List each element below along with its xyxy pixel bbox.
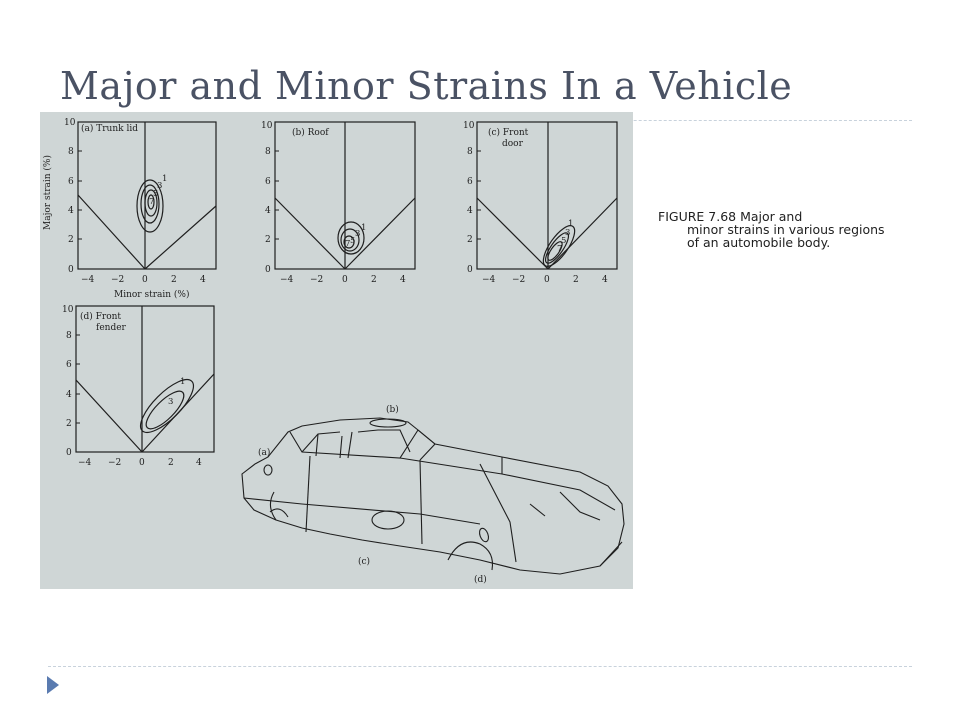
y-tick-label: 8 <box>66 331 72 341</box>
x-tick-label: −2 <box>512 275 526 285</box>
x-tick-label: −4 <box>78 458 92 468</box>
y-tick-label: 0 <box>467 265 473 275</box>
panel-a-label: (a) Trunk lid <box>81 124 138 134</box>
y-tick-label: 8 <box>467 147 473 157</box>
y-tick-label: 0 <box>265 265 271 275</box>
contour-label: 5 <box>350 236 356 246</box>
y-tick-label: 4 <box>66 390 72 400</box>
y-tick-label: 6 <box>68 177 74 187</box>
x-tick-label: −4 <box>280 275 294 285</box>
y-tick-label: 6 <box>467 177 473 187</box>
contour-label: 1 <box>568 219 574 229</box>
car-label-c: (c) <box>358 557 371 567</box>
x-axis-label: Minor strain (%) <box>114 290 190 300</box>
x-tick-label: 0 <box>342 275 348 285</box>
y-axis-label: Major strain (%) <box>43 155 53 230</box>
triangle-bullet-icon <box>47 676 59 694</box>
y-tick-label: 10 <box>261 121 273 131</box>
panel-c-label: (c) Front <box>488 128 529 138</box>
contour-label: 3 <box>157 181 163 191</box>
y-tick-label: 6 <box>66 360 72 370</box>
contour-label: 3 <box>565 228 571 238</box>
y-tick-label: 4 <box>467 206 473 216</box>
y-tick-label: 0 <box>68 265 74 275</box>
y-tick-label: 10 <box>62 305 74 315</box>
car-label-a: (a) <box>258 448 271 458</box>
y-tick-label: 8 <box>68 147 74 157</box>
y-tick-label: 10 <box>64 118 76 128</box>
x-tick-label: −2 <box>111 275 125 285</box>
y-tick-label: 8 <box>265 147 271 157</box>
x-tick-label: −2 <box>310 275 324 285</box>
x-tick-label: 2 <box>371 275 377 285</box>
contour-label: 7 <box>345 239 351 249</box>
footer-divider <box>48 666 912 667</box>
x-tick-label: 0 <box>139 458 145 468</box>
caption-rest: minor strains in various regions of an automobile body. <box>687 222 885 250</box>
contour-label: 3 <box>355 229 361 239</box>
x-tick-label: 4 <box>200 275 206 285</box>
x-tick-label: 0 <box>142 275 148 285</box>
panel-d-label-line2: fender <box>96 323 126 333</box>
contour-label: 1 <box>162 174 168 184</box>
panel-a-frame <box>78 122 216 269</box>
x-tick-label: 4 <box>602 275 608 285</box>
y-tick-label: 2 <box>66 419 72 429</box>
contour-label: 3 <box>168 397 174 407</box>
contour-label: 1 <box>361 223 367 233</box>
y-tick-label: 2 <box>265 235 271 245</box>
x-tick-label: −4 <box>482 275 496 285</box>
contour-label: 7 <box>149 197 155 207</box>
contour-label: 5 <box>561 236 567 246</box>
panel-b-label: (b) Roof <box>292 128 329 138</box>
x-tick-label: 2 <box>168 458 174 468</box>
car-label-b: (b) <box>386 405 399 415</box>
caption-lead: FIGURE 7.68 Major and <box>658 209 803 224</box>
y-tick-label: 6 <box>265 177 271 187</box>
strain-figure-svg <box>40 112 633 589</box>
y-tick-label: 0 <box>66 448 72 458</box>
contour-label: 5 <box>153 189 159 199</box>
contour-label: 7 <box>557 244 563 254</box>
panel-c-frame <box>477 122 617 269</box>
y-tick-label: 4 <box>68 206 74 216</box>
slide-title: Major and Minor Strains In a Vehicle <box>60 64 793 108</box>
x-tick-label: 4 <box>196 458 202 468</box>
car-label-d: (d) <box>474 575 487 585</box>
x-tick-label: 2 <box>171 275 177 285</box>
y-tick-label: 2 <box>68 235 74 245</box>
x-tick-label: −4 <box>81 275 95 285</box>
x-tick-label: 2 <box>573 275 579 285</box>
contour-label: 1 <box>180 377 186 387</box>
x-tick-label: −2 <box>108 458 122 468</box>
figure-caption <box>658 210 898 249</box>
x-tick-label: 0 <box>544 275 550 285</box>
y-tick-label: 10 <box>463 121 475 131</box>
x-tick-label: 4 <box>400 275 406 285</box>
car-drawing <box>242 418 624 574</box>
panel-c-label-line2: door <box>502 139 523 149</box>
strain-figure <box>40 112 633 589</box>
y-tick-label: 2 <box>467 235 473 245</box>
panel-d-label: (d) Front <box>80 312 122 322</box>
y-tick-label: 4 <box>265 206 271 216</box>
